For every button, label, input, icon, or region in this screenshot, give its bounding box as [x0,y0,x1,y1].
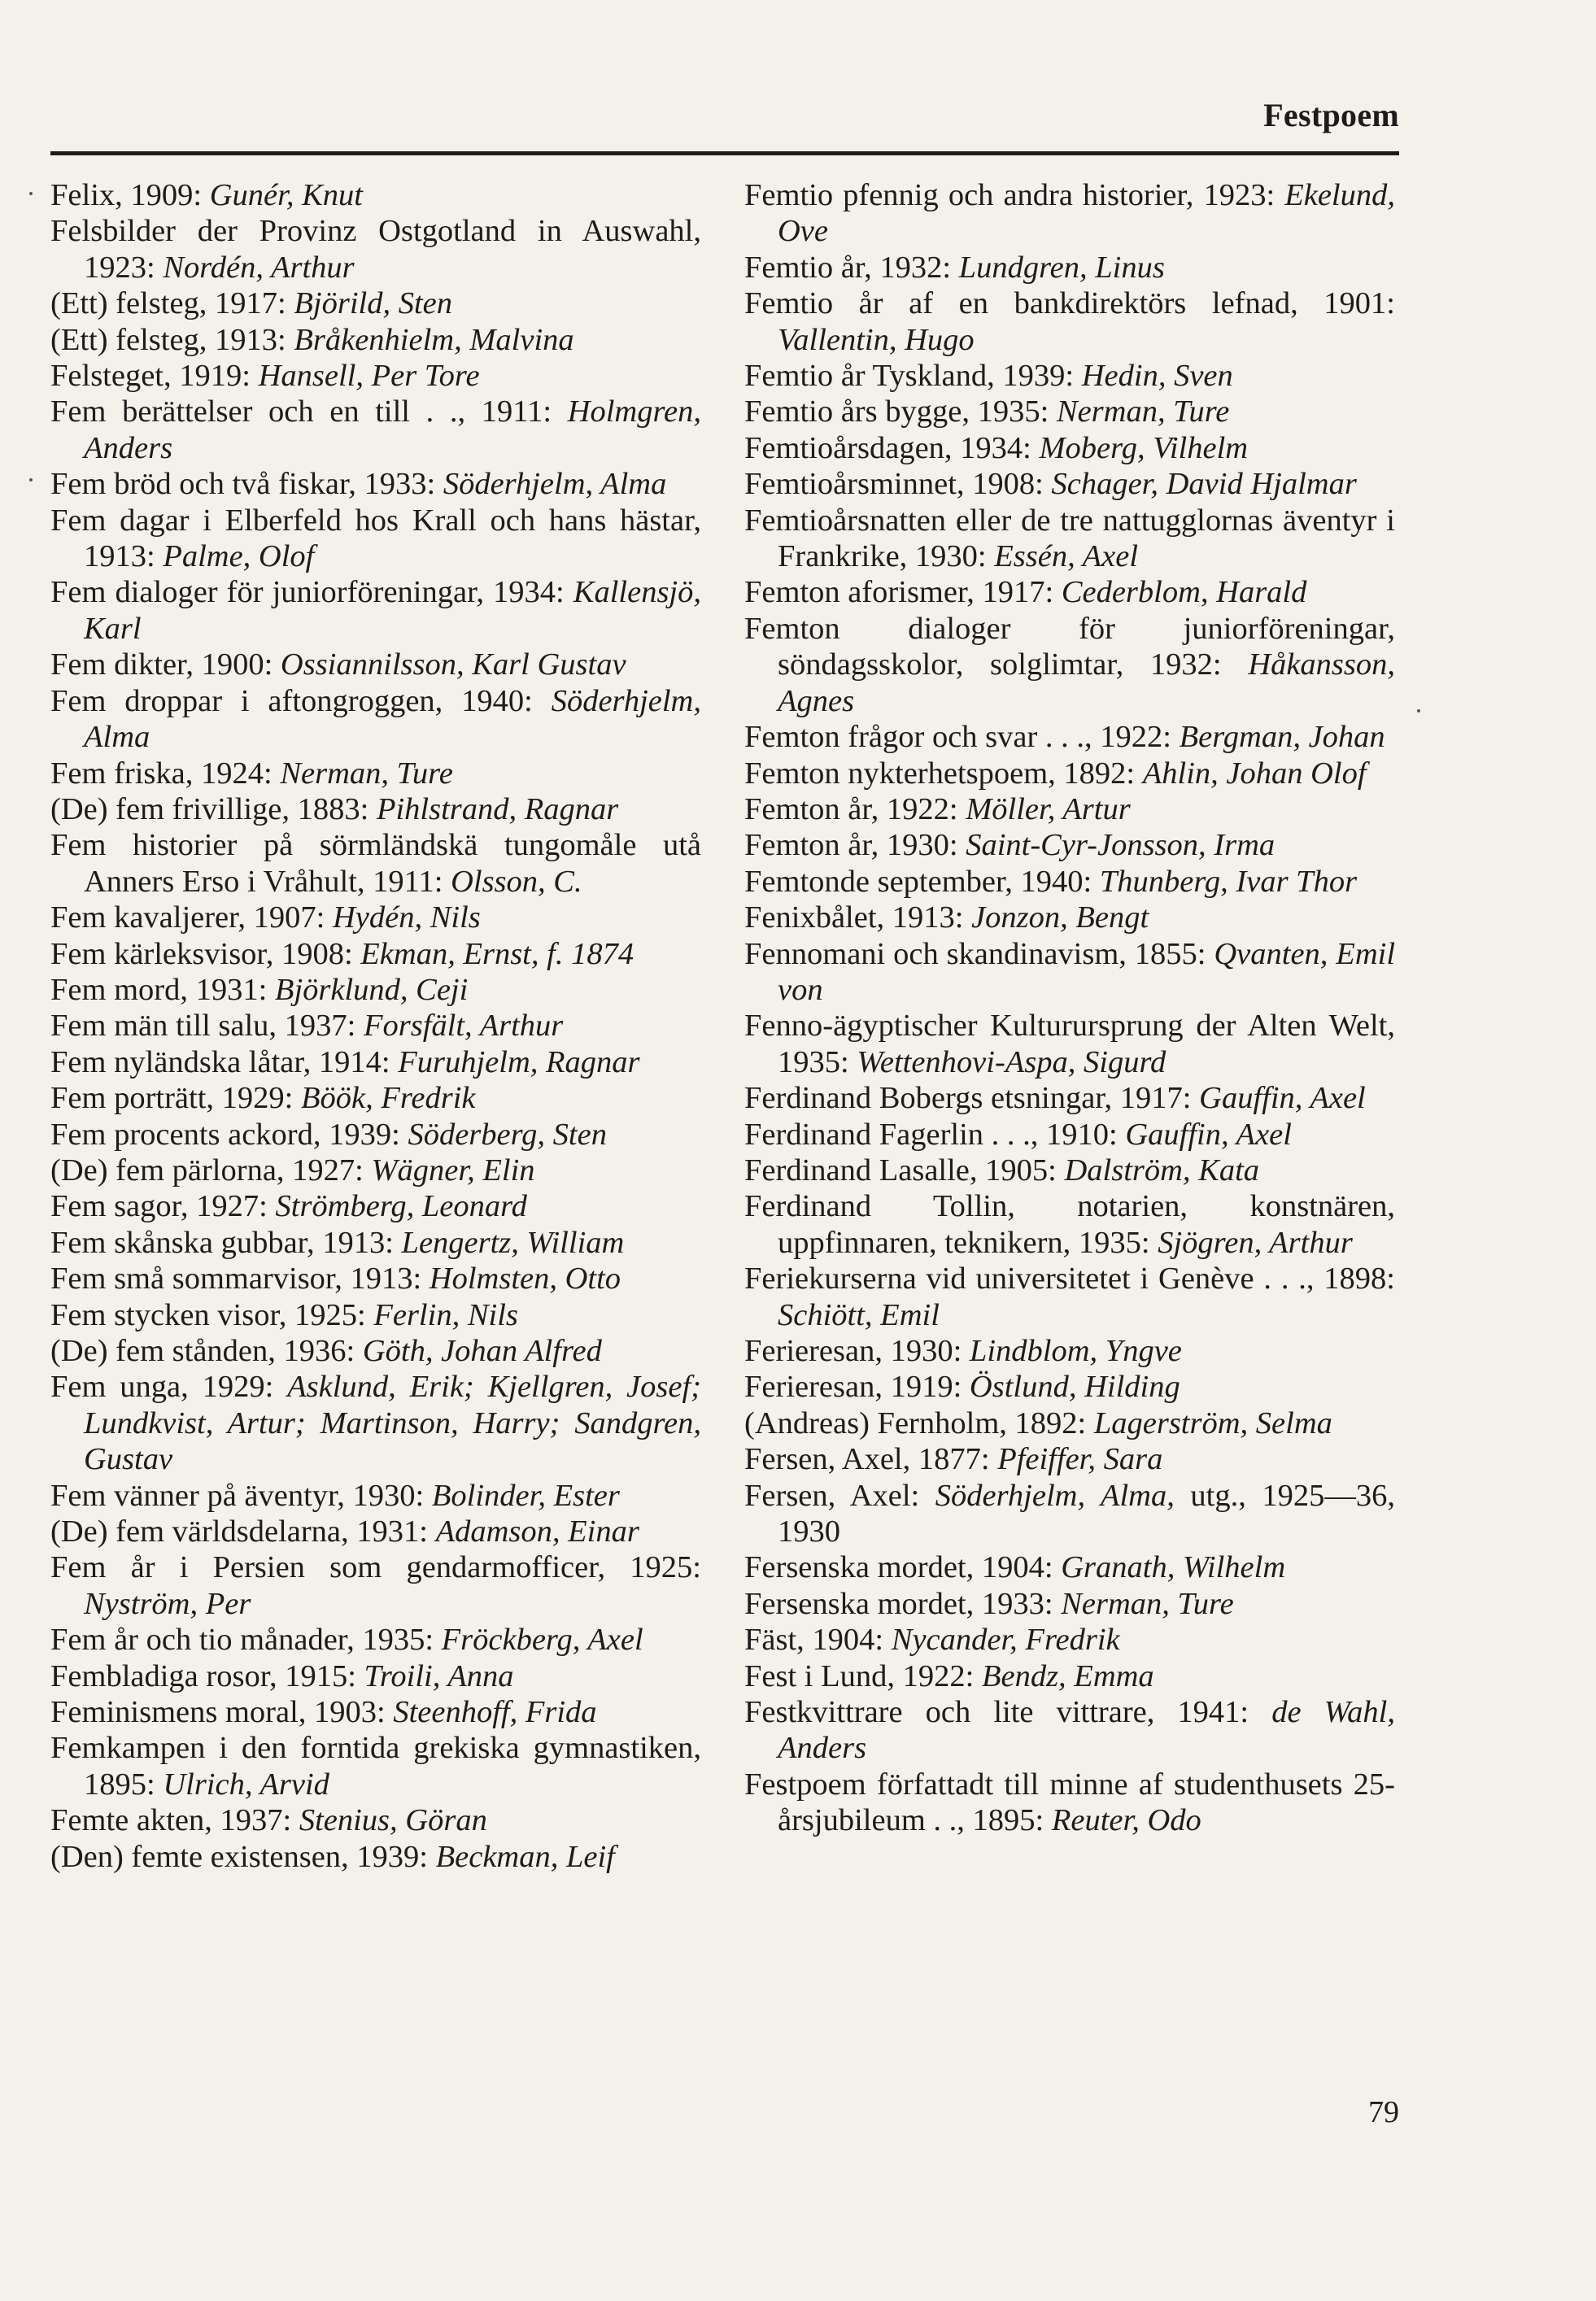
index-entry [744,1188,1395,1261]
index-entry [744,1261,1395,1333]
entry-author: Lagerström, Selma [1093,1405,1332,1440]
entry-author: Palme, Olof [163,539,315,574]
index-entry [744,503,1395,575]
entry-title: Femte akten, 1937: [50,1803,299,1838]
entry-author: Schiött, Emil [778,1297,940,1332]
entry-author: Bendz, Emma [981,1658,1154,1693]
entry-author: Strömberg, Leonard [275,1189,527,1224]
entry-title: (Ett) felsteg, 1917: [50,286,294,321]
entry-author: Hedin, Sven [1081,359,1233,394]
entry-title: Femtioårsnatten eller de tre nattugglornas äventyr i Frankrike, 1930: [744,503,1395,574]
index-entry [50,972,701,1008]
entry-author: Söderhjelm, Alma [84,683,701,755]
index-entry [744,574,1395,610]
entry-author: Lindblom, Yngve [969,1334,1182,1368]
entry-title: Fem unga, 1929: [50,1370,288,1405]
entry-title: Fem år i Persien som gendarmofficer, 1925: [50,1550,701,1585]
entry-title: Fem berättelser och en till . ., 1911: [50,394,568,429]
entry-title: Femton år, 1922: [744,791,966,826]
entry-title: Femtio år af en bankdirektörs lefnad, 1901: [744,286,1395,321]
entry-title: Ferdinand Tollin, notarien, konstnären, uppfinnaren, teknikern, 1935: [744,1189,1395,1260]
entry-title: (De) fem frivillige, 1883: [50,791,377,826]
index-entry [50,1080,701,1116]
entry-author: Beckman, Leif [435,1839,615,1874]
entry-author: Vallentin, Hugo [778,322,975,357]
entry-author: Hansell, Per Tore [258,359,480,394]
index-entry [50,647,701,682]
index-entry [50,1549,701,1622]
entry-title: Fem historier på sörmländskä tungomåle utå Anners Erso i Vråhult, 1911: [50,828,701,899]
margin-speck [29,192,33,195]
entry-author: Wägner, Elin [371,1153,535,1188]
index-entry [50,1514,701,1549]
index-entry [744,1441,1395,1477]
index-entry [50,900,701,935]
index-entry [744,285,1395,358]
entry-author: Bergman, Johan [1179,720,1385,755]
entry-author: Jonzon, Bengt [971,900,1149,935]
entry-title: Fem sagor, 1927: [50,1189,276,1224]
entry-title: Fem kärleksvisor, 1908: [50,936,361,971]
index-entry [50,1153,701,1188]
entry-author: Östlund, Hilding [969,1370,1180,1405]
entry-author: Möller, Artur [966,791,1131,826]
entry-title: Fäst, 1904: [744,1623,892,1658]
entry-author: Cederblom, Harald [1061,575,1307,610]
entry-author: de Wahl, Anders [778,1695,1395,1766]
entry-title: (De) fem världsdelarna, 1931: [50,1514,436,1549]
entry-author: Thunberg, Ivar Thor [1099,864,1358,899]
index-entry [744,250,1395,285]
entry-title: Felsbilder der Provinz Ostgotland in Auswahl, 1923: [50,214,701,285]
entry-title: Femtioårsminnet, 1908: [744,467,1052,502]
entry-author: Ferlin, Nils [373,1297,518,1332]
index-entry [744,827,1395,863]
entry-title: Fem dagar i Elberfeld hos Krall och hans hästar, 1913: [50,503,701,574]
index-entry [50,1117,701,1153]
entry-title: Fersenska mordet, 1904: [744,1550,1062,1585]
index-entry [50,1658,701,1694]
entry-author: Ekelund, Ove [778,178,1395,249]
entry-author: Göth, Johan Alfred [362,1334,602,1368]
index-entry [744,1333,1395,1369]
entry-author: Söderhjelm, Alma [443,467,667,502]
entry-author: Forsfält, Arthur [363,1009,564,1044]
entry-author: Troili, Anna [364,1658,514,1693]
index-entry [744,1767,1395,1839]
entry-author: Schager, David Hjalmar [1051,467,1357,502]
entry-author: Gauffin, Axel [1199,1081,1366,1116]
entry-author: Stenius, Göran [299,1803,487,1838]
index-entry [50,1225,701,1261]
index-entry [50,213,701,285]
index-entry [50,1694,701,1730]
entry-title: Fest i Lund, 1922: [744,1658,982,1693]
entry-title: Fenixbålet, 1913: [744,900,972,935]
right-column [744,177,1395,1839]
entry-title: Fersen, Axel, 1877: [744,1442,998,1477]
entry-title: Ferdinand Fagerlin . . ., 1910: [744,1117,1126,1152]
entry-author: Lengertz, William [401,1225,625,1260]
entry-author: Ekman, Ernst, f. 1874 [360,936,634,971]
index-entry [50,503,701,575]
entry-title: Femton år, 1930: [744,828,966,863]
index-entry [50,756,701,791]
entry-title: Fem dialoger för juniorföreningar, 1934: [50,575,573,610]
entry-title: Fenno-ägyptischer Kulturursprung der Alten Welt, 1935: [744,1009,1395,1079]
index-entry [50,177,701,213]
index-entry [744,611,1395,719]
index-entry [744,791,1395,827]
left-column [50,177,701,1875]
index-entry [744,466,1395,502]
entry-title: Femton aforismer, 1917: [744,575,1062,610]
index-entry [744,756,1395,791]
entry-author: Wettenhovi-Aspa, Sigurd [857,1044,1166,1079]
entry-author: Reuter, Odo [1051,1803,1201,1838]
index-entry [744,1549,1395,1585]
entry-author: Holmgren, Anders [84,394,701,465]
index-entry [50,1188,701,1224]
margin-speck [29,478,33,482]
entry-author: Söderberg, Sten [408,1117,607,1152]
entry-title: Femtioårsdagen, 1934: [744,430,1040,465]
entry-title: Fem mord, 1931: [50,972,275,1007]
index-entry [744,1369,1395,1405]
entry-author: Sjögren, Arthur [1158,1225,1353,1260]
entry-author: Gauffin, Axel [1125,1117,1292,1152]
entry-suffix: utg., 1925—36, 1930 [778,1478,1395,1549]
entry-author: Nerman, Ture [280,756,453,791]
entry-author: Ahlin, Johan Olof [1142,756,1367,791]
entry-author: Moberg, Vilhelm [1039,430,1249,465]
entry-author: Björklund, Ceji [274,972,469,1007]
index-entry [744,430,1395,466]
index-entry [50,1369,701,1477]
entry-title: Fem dikter, 1900: [50,647,281,682]
entry-title: Femkampen i den forntida grekiska gymnastiken, 1895: [50,1731,701,1802]
index-entry [744,1586,1395,1622]
margin-speck [1417,709,1420,713]
entry-author: Nyström, Per [84,1586,251,1621]
entry-title: Ferieresan, 1930: [744,1334,970,1368]
entry-title: Feriekurserna vid universitetet i Genève . . ., 1898: [744,1262,1395,1296]
entry-title: Fem stycken visor, 1925: [50,1297,374,1332]
entry-title: Femtio år, 1932: [744,250,959,285]
entry-title: Femtonde september, 1940: [744,864,1100,899]
entry-author: Granath, Wilhelm [1061,1550,1286,1585]
entry-author: Qvanten, Emil von [778,936,1396,1007]
entry-title: (Ett) felsteg, 1913: [50,322,294,357]
entry-title: Festkvittrare och lite vittrare, 1941: [744,1695,1272,1730]
index-entry [50,791,701,827]
index-entry [50,1008,701,1044]
entry-author: Steenhoff, Frida [393,1695,597,1730]
entry-title: Fersen, Axel: [744,1478,935,1513]
index-entry [744,177,1395,250]
entry-title: Fem skånska gubbar, 1913: [50,1225,402,1260]
index-entry [744,394,1395,429]
entry-author: Fröckberg, Axel [441,1623,643,1658]
entry-title: Feminismens moral, 1903: [50,1695,394,1730]
entry-title: Fem vänner på äventyr, 1930: [50,1478,432,1513]
index-entry [50,1622,701,1658]
entry-author: Gunér, Knut [209,178,363,212]
entry-author: Pfeiffer, Sara [997,1442,1163,1477]
entry-author: Nordén, Arthur [163,250,355,285]
entry-title: Felsteget, 1919: [50,359,259,394]
entry-author: Asklund, Erik; Kjellgren, Josef; Lundkvist, Artur; Martinson, Harry; Sandgren, Gustav [84,1370,701,1477]
index-entry [50,574,701,647]
entry-title: Fem procents ackord, 1939: [50,1117,408,1152]
entry-author: Holmsten, Otto [429,1262,621,1296]
entry-title: (De) fem pärlorna, 1927: [50,1153,372,1188]
index-entry [744,1080,1395,1116]
page-header: Festpoem [1263,97,1399,133]
entry-title: Fem män till salu, 1937: [50,1009,364,1044]
header-rule [50,151,1399,155]
entry-title: Ferdinand Bobergs etsningar, 1917: [744,1081,1200,1116]
entry-author: Håkansson, Agnes [778,647,1395,718]
index-entry [744,1008,1395,1080]
entry-title: Femton nykterhetspoem, 1892: [744,756,1143,791]
index-entry [50,936,701,972]
index-entry [50,1261,701,1296]
entry-author: Nycander, Fredrik [891,1623,1120,1658]
index-entry [744,1694,1395,1767]
entry-author: Kallensjö, Karl [84,575,701,646]
entry-title: Fem år och tio månader, 1935: [50,1623,442,1658]
index-entry [50,358,701,394]
entry-author: Björild, Sten [294,286,452,321]
entry-author: Bråkenhielm, Malvina [294,322,574,357]
index-entry [50,1802,701,1838]
entry-title: Fersenska mordet, 1933: [744,1586,1062,1621]
index-entry [744,1153,1395,1188]
index-entry [50,1297,701,1333]
entry-title: Felix, 1909: [50,178,210,212]
index-entry [744,719,1395,755]
entry-author: Söderhjelm, Alma, [935,1478,1175,1513]
entry-author: Lundgren, Linus [958,250,1165,285]
entry-author: Olsson, C. [451,864,582,899]
index-entry [50,466,701,502]
entry-author: Ulrich, Arvid [163,1767,329,1802]
entry-title: Femtio års bygge, 1935: [744,394,1057,429]
entry-title: Ferieresan, 1919: [744,1370,970,1405]
index-entry [744,900,1395,935]
index-entry [744,1622,1395,1658]
entry-author: Nerman, Ture [1061,1586,1234,1621]
entry-author: Furuhjelm, Ragnar [398,1044,640,1079]
entry-title: Fem kavaljerer, 1907: [50,900,333,935]
index-entry [744,936,1395,1009]
entry-title: Fem friska, 1924: [50,756,281,791]
entry-title: (Andreas) Fernholm, 1892: [744,1405,1094,1440]
entry-title: Fem nyländska låtar, 1914: [50,1044,399,1079]
entry-title: (De) fem stånden, 1936: [50,1334,363,1368]
entry-title: Fem droppar i aftongroggen, 1940: [50,683,552,718]
index-entry [744,864,1395,900]
entry-title: (Den) femte existensen, 1939: [50,1839,436,1874]
entry-author: Ossiannilsson, Karl Gustav [280,647,626,682]
entry-author: Böök, Fredrik [300,1081,476,1116]
index-entry [50,827,701,900]
entry-title: Ferdinand Lasalle, 1905: [744,1153,1065,1188]
index-entry [744,358,1395,394]
index-entry [744,1117,1395,1153]
index-entry [50,394,701,466]
entry-title: Femtio pfennig och andra historier, 1923: [744,178,1285,212]
entry-title: Fembladiga rosor, 1915: [50,1658,364,1693]
entry-author: Bolinder, Ester [431,1478,620,1513]
index-entry [50,683,701,756]
entry-author: Essén, Axel [994,539,1139,574]
index-entry [50,1730,701,1802]
index-entry [50,1839,701,1875]
entry-title: Femton dialoger för juniorföreningar, söndagsskolor, solglimtar, 1932: [744,611,1395,682]
index-entry [744,1658,1395,1694]
entry-author: Dalström, Kata [1064,1153,1260,1188]
entry-author: Nerman, Ture [1056,394,1230,429]
index-entry [744,1405,1395,1441]
index-entry [744,1478,1395,1550]
page-number: 79 [1368,2095,1399,2129]
entry-title: Festpoem författadt till minne af studenthusets 25-årsjubileum . ., 1895: [744,1767,1395,1838]
entry-title: Fem porträtt, 1929: [50,1081,301,1116]
entry-title: Femtio år Tyskland, 1939: [744,359,1082,394]
entry-author: Pihlstrand, Ragnar [376,791,619,826]
index-entry [50,1478,701,1514]
entry-author: Adamson, Einar [435,1514,639,1549]
index-entry [50,285,701,321]
entry-title: Femton frågor och svar . . ., 1922: [744,720,1180,755]
entry-author: Hydén, Nils [333,900,481,935]
index-entry [50,1044,701,1080]
entry-title: Fem små sommarvisor, 1913: [50,1262,430,1296]
entry-title: Fennomani och skandinavism, 1855: [744,936,1214,971]
index-entry [50,1333,701,1369]
entry-author: Saint-Cyr-Jonsson, Irma [966,828,1275,863]
index-entry [50,322,701,358]
entry-title: Fem bröd och två fiskar, 1933: [50,467,443,502]
